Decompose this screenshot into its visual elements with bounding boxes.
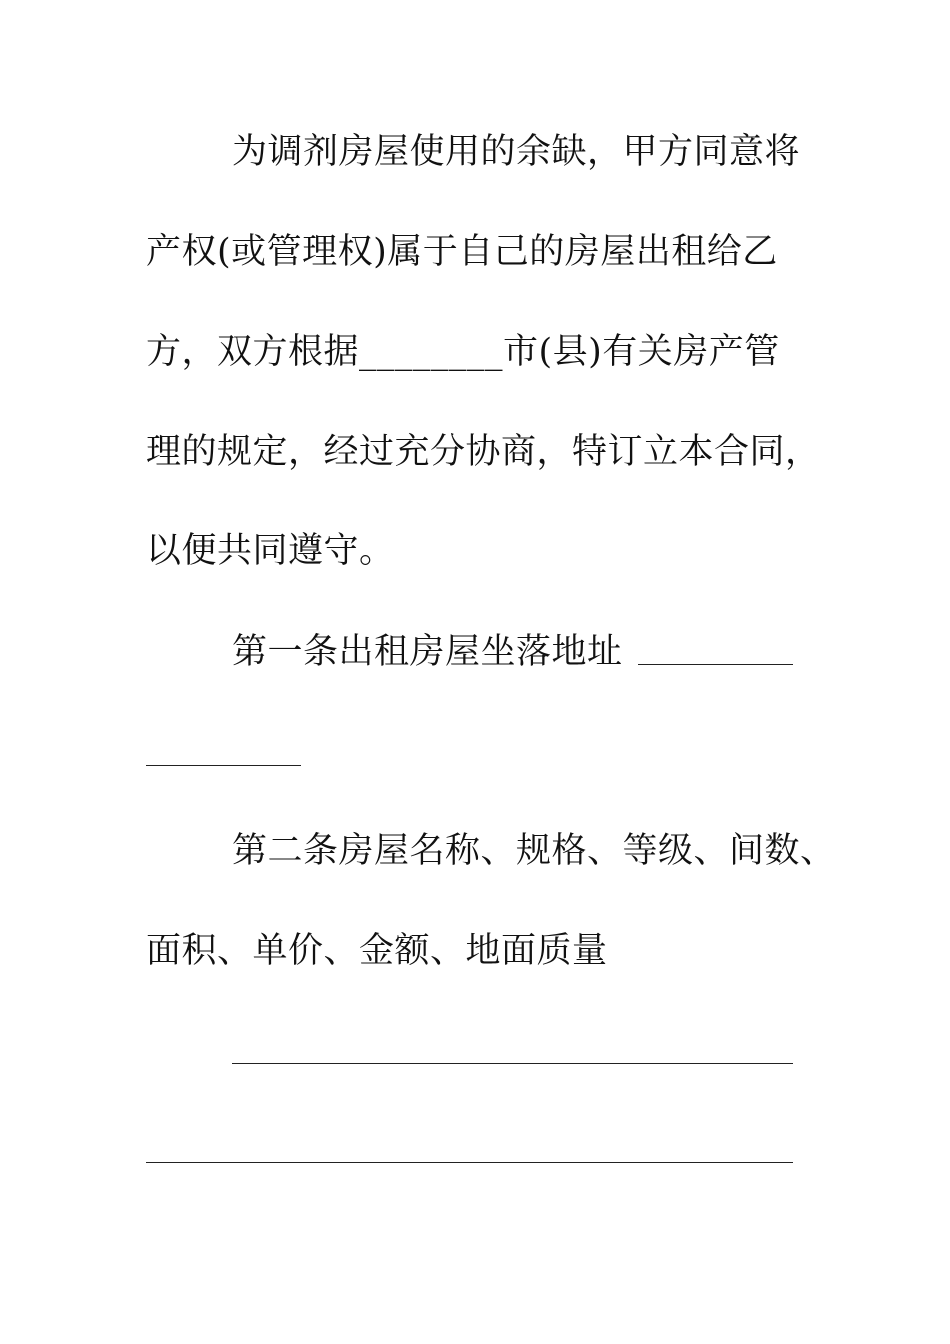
article-1-address-blank-continued xyxy=(146,765,301,766)
paragraph-line-2: 产权(或管理权)属于自己的房屋出租给乙 xyxy=(146,232,778,272)
paragraph-line-5: 以便共同遵守。 xyxy=(146,531,395,571)
paragraph-line-4: 理的规定，经过充分协商，特订立本合同， xyxy=(146,432,821,472)
article-1-address-blank xyxy=(638,664,793,665)
article-2-line-2: 面积、单价、金额、地面质量 xyxy=(146,931,608,971)
paragraph-line-1: 为调剂房屋使用的余缺，甲方同意将 xyxy=(232,132,801,172)
article-2-fill-blank-1 xyxy=(232,1063,793,1064)
article-2-line-1: 第二条房屋名称、规格、等级、间数、 xyxy=(232,831,836,871)
paragraph-line-3: 方，双方根据________市(县)有关房产管 xyxy=(146,332,780,372)
article-1-label: 第一条出租房屋坐落地址 xyxy=(232,632,623,672)
article-2-fill-blank-2 xyxy=(146,1162,793,1163)
